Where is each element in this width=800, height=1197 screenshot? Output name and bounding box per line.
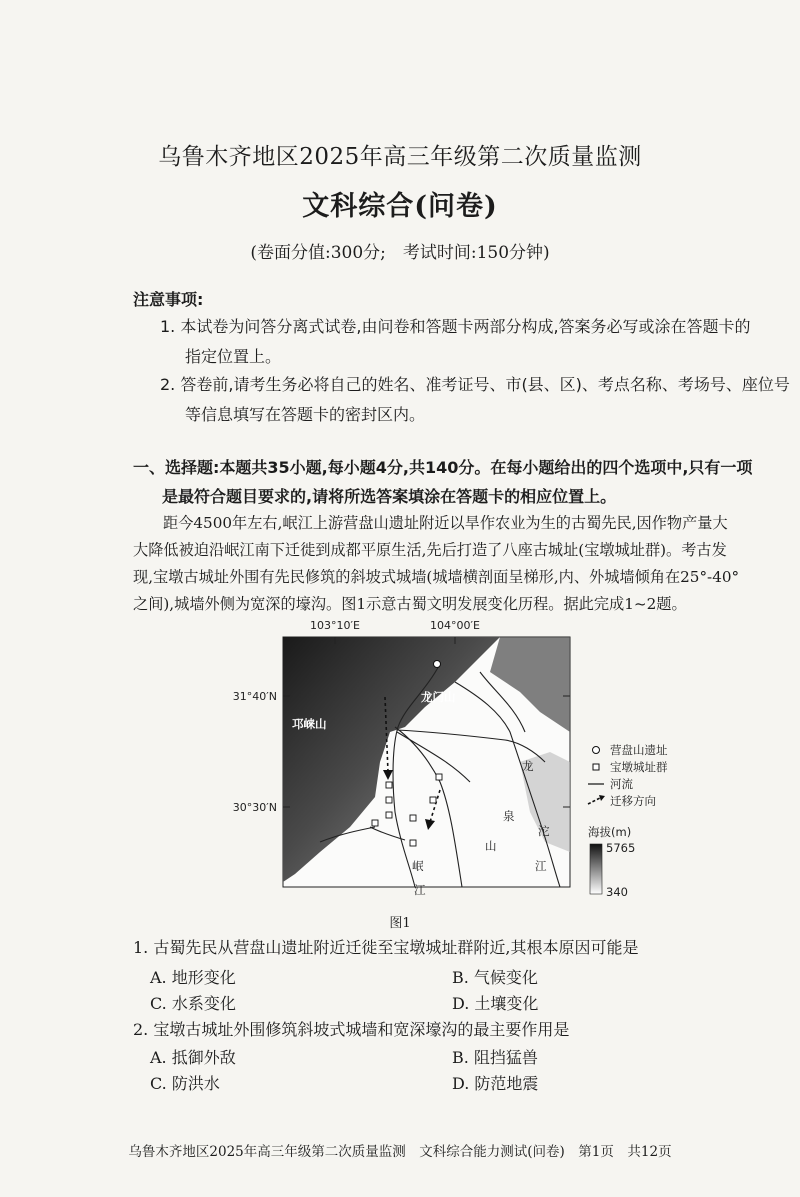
baodun-site [386,782,392,788]
label-longquan-1: 龙 [522,759,534,773]
elevation-title: 海拔(m) [588,825,632,839]
q2-option-a: A. 抵御外敌 [150,1048,236,1067]
figure-1 [200,612,680,912]
legend-site-icon [593,747,600,754]
legend-yingpanshan: 营盘山遗址 [610,743,668,757]
legend-river: 河流 [610,777,633,791]
q2-option-b: B. 阻挡猛兽 [452,1048,538,1067]
baodun-site [436,774,442,780]
elevation-scale-bar [590,844,602,894]
baodun-site [386,797,392,803]
figure-caption: 图1 [389,916,411,931]
label-tuojiang-1: 沱 [538,824,550,838]
label-longmen-mountain: 龙门山 [421,690,456,704]
notice-heading: 注意事项: [133,290,204,309]
legend-baodun: 宝墩城址群 [610,760,668,774]
section-heading-line2: 是最符合题目要求的,请将所选答案填涂在答题卡的相应位置上。 [162,487,617,506]
passage-line-2: 大降低被迫沿岷江南下迁徙到成都平原生活,先后打造了八座古城址(宝墩城址群)。考古发 [133,541,727,559]
label-tuojiang-2: 江 [535,859,547,873]
yingpanshan-site-marker [434,661,441,668]
map-svg [200,612,680,912]
passage-line-4: 之间),城墙外侧为宽深的壕沟。图1示意古蜀文明发展变化历程。据此完成1~2题。 [133,595,687,613]
baodun-site [410,840,416,846]
label-qionglai-mountain: 邛崃山 [292,717,327,731]
baodun-site [372,820,378,826]
q1-option-a: A. 地形变化 [150,968,236,987]
lat-label-bottom: 30°30′N [232,801,277,814]
baodun-site [410,815,416,821]
q2-option-c: C. 防洪水 [150,1074,220,1093]
legend-migration: 迁移方向 [610,794,656,808]
q1-option-b: B. 气候变化 [452,968,538,987]
notice-item-2-line2: 等信息填写在答题卡的密封区内。 [185,405,426,424]
legend-migration-icon [588,798,600,804]
question-2-stem: 2. 宝墩古城址外围修筑斜坡式城墙和宽深壕沟的最主要作用是 [133,1020,570,1039]
exam-meta: (卷面分值:300分; 考试时间:150分钟) [250,243,550,263]
q2-option-d: D. 防范地震 [452,1074,539,1093]
passage-line-3: 现,宝墩古城址外围有先民修筑的斜坡式城墙(城墙横剖面呈梯形,内、外城墙倾角在25°-40° [133,568,740,586]
q1-option-d: D. 土壤变化 [452,994,539,1013]
elevation-min: 340 [606,885,628,899]
exam-subtitle: 文科综合(问卷) [302,191,498,222]
legend-baodun-icon [593,764,599,770]
question-1-stem: 1. 古蜀先民从营盘山遗址附近迁徙至宝墩城址群附近,其根本原因可能是 [133,938,639,957]
label-longquan-2: 泉 [503,809,515,823]
baodun-site [386,812,392,818]
label-minjiang-2: 江 [414,883,426,897]
q1-option-c: C. 水系变化 [150,994,236,1013]
notice-item-2-line1: 2. 答卷前,请考生务必将自己的姓名、准考证号、市(县、区)、考点名称、考场号、座位号 [160,375,790,394]
lat-label-top: 31°40′N [232,690,277,703]
map-legend [588,743,668,899]
lon-label-left: 103°10′E [310,619,360,632]
label-longquan-3: 山 [485,839,497,853]
notice-item-1-line1: 1. 本试卷为问答分离式试卷,由问卷和答题卡两部分构成,答案务必写或涂在答题卡的 [160,317,751,336]
section-heading-line1: 一、选择题:本题共35小题,每小题4分,共140分。在每小题给出的四个选项中,只有一项 [133,458,753,477]
legend-migration-arrowhead [599,795,605,801]
elevation-max: 5765 [606,841,636,855]
notice-item-1-line2: 指定位置上。 [185,347,282,366]
lon-label-right: 104°00′E [430,619,480,632]
baodun-site [430,797,436,803]
exam-title: 乌鲁木齐地区2025年高三年级第二次质量监测 [158,144,642,170]
label-minjiang-1: 岷 [412,859,424,873]
passage-line-1: 距今4500年左右,岷江上游营盘山遗址附近以旱作农业为生的古蜀先民,因作物产量大 [163,514,728,532]
page-footer: 乌鲁木齐地区2025年高三年级第二次质量监测 文科综合能力测试(问卷) 第1页 共12页 [128,1144,672,1160]
